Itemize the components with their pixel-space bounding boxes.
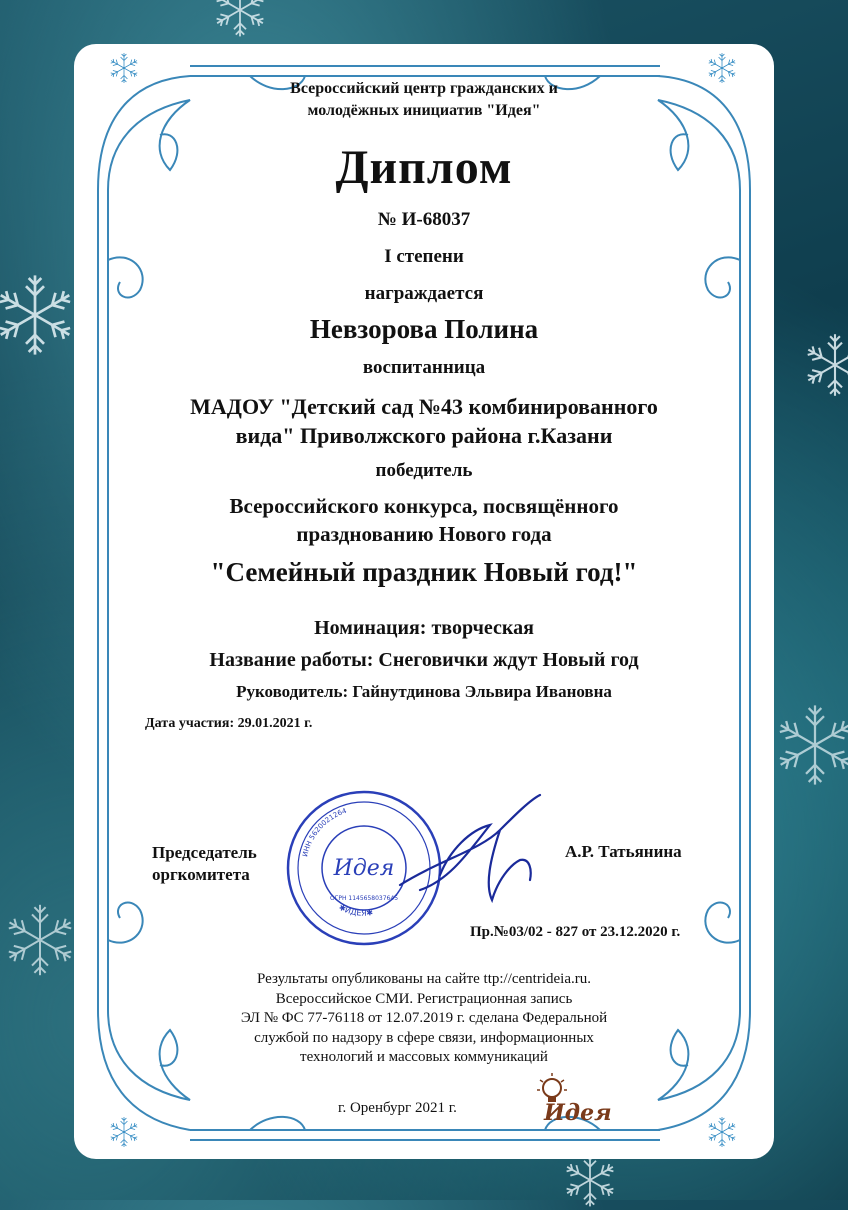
supervisor: Руководитель: Гайнутдинова Эльвира Ивановна <box>236 682 612 701</box>
chair-title <box>152 842 257 886</box>
organization-line: молодёжных инициатив "Идея" <box>307 102 541 119</box>
organization-name <box>0 78 848 122</box>
idea-logo-icon <box>532 1070 632 1130</box>
organization-line: Всероссийский центр гражданских и <box>290 80 558 97</box>
chair-line: Председатель <box>152 843 257 862</box>
diploma-title: Диплом <box>335 141 513 194</box>
recipient-name: Невзорова Полина <box>309 314 539 344</box>
publication-line: Результаты опубликованы на сайте ttp://centrideia.ru. <box>257 971 591 987</box>
institution <box>0 392 848 450</box>
awarded-label: награждается <box>364 283 484 304</box>
result-label: победитель <box>375 460 473 481</box>
logo-text: Идея <box>544 1100 612 1126</box>
contest-name: "Семейный праздник Новый год!" <box>210 557 638 587</box>
participation-date: Дата участия: 29.01.2021 г. <box>145 716 313 731</box>
publication-line: ЭЛ № ФС 77-76118 от 12.07.2019 г. сделана Федеральной <box>240 1010 608 1026</box>
seal-bottom-text: ✱ИДЕЯ✱ <box>337 902 374 918</box>
chair-line: оргкомитета <box>152 865 250 884</box>
publication-line: технологий и массовых коммуникаций <box>300 1049 548 1065</box>
signature <box>380 790 560 910</box>
signer-name: А.Р. Татьянина <box>565 842 682 861</box>
diploma-number: № И-68037 <box>377 209 471 230</box>
publication-line: Всероссийское СМИ. Регистрационная запись <box>275 990 573 1007</box>
work-title: Название работы: Снеговички ждут Новый год <box>209 649 639 671</box>
contest-line: Всероссийского конкурса, посвящённого <box>229 494 619 518</box>
nomination: Номинация: творческая <box>314 617 534 639</box>
diploma-degree: I степени <box>384 246 464 267</box>
publication-line: службой по надзору в сфере связи, информационных <box>254 1029 594 1046</box>
city-year: г. Оренбург 2021 г. <box>338 1100 457 1116</box>
seal-inn: ИНН 5620021264 <box>301 806 348 858</box>
contest-description <box>0 492 848 548</box>
svg-text:✱ИДЕЯ✱ <box>337 903 373 918</box>
publication-info <box>0 970 848 1068</box>
order-reference: Пр.№03/02 - 827 от 23.12.2020 г. <box>470 924 681 940</box>
seal-ogrn: ОГРН 1145658037645 <box>329 895 399 902</box>
seal-center-text: Идея <box>333 856 395 881</box>
contest-line: празднованию Нового года <box>296 522 552 546</box>
institution-line: вида" Приволжского района г.Казани <box>235 423 613 448</box>
recipient-status: воспитанница <box>362 357 486 378</box>
institution-line: МАДОУ "Детский сад №43 комбинированного <box>190 394 658 419</box>
